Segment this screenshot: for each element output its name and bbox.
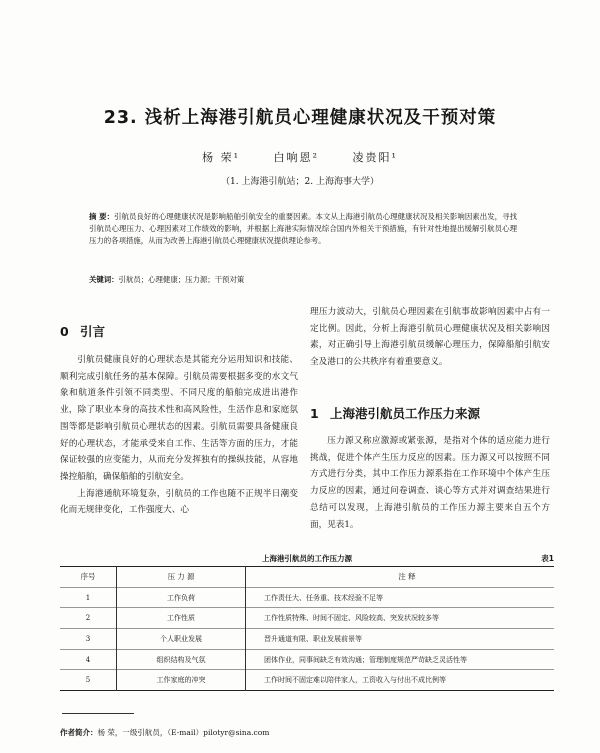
table-cell: 2 (60, 608, 117, 629)
left-column (60, 352, 298, 519)
paragraph: 理压力波动大，引航员心理因素在引航事故影响因素中占有一定比例。因此，分析上海港引航员心理健康状况及相关影响因素，对正确引导上海港引航员缓解心理压力，保障船舶引航安全及港口的公共秩序有着重要意义。 (310, 307, 550, 368)
table-row (60, 629, 554, 650)
table-cell: 工作责任大、任务重、技术经验不足等 (246, 587, 555, 608)
section-0-heading (60, 322, 105, 340)
table-cell: 个人职业发展 (117, 629, 246, 650)
author-name: 白响恩² (273, 151, 319, 164)
stress-source-table (60, 566, 554, 691)
table-number: 表1 (541, 554, 554, 563)
abstract (89, 211, 517, 248)
affiliation: （1. 上海港引航站；2. 上海海事大学） (221, 177, 379, 187)
footnote-divider (62, 713, 134, 714)
table-header-row (60, 567, 554, 588)
table-cell: 4 (60, 649, 117, 670)
table-cell: 3 (60, 629, 117, 650)
footnote-text: 杨 荣，一级引航员，（E-mail）pilotyr@sina.com (97, 728, 270, 737)
section-title: 引言 (80, 324, 106, 339)
table-cell: 工作时间不固定难以陪伴家人，工资收入与付出不成比例等 (246, 670, 555, 691)
paragraph: 压力源又称应激源或紧张源，是指对个体的适应能力进行挑战，促进个体产生压力反应的因素。压力源又可以按照不同方式进行分类，其中工作压力源系指在工作环境中个体产生压力反应的因素，通过问卷调查、谈心等方式并对调查结果进行总结可以发现，上海港引航员的工作压力源主要来自五个方面，见表1。 (310, 436, 550, 530)
header-cell: 序号 (80, 572, 96, 582)
table-cell: 团体作业，同事间缺乏有效沟通；管理制度规范严苛缺乏灵活性等 (246, 649, 555, 670)
abstract-label: 摘 要： (89, 212, 115, 221)
abstract-text: 引航员良好的心理健康状况是影响船舶引航安全的重要因素。本文从上海港引航员心理健康状况及相关影响因素出发，寻找引航员心理压力、心理因素对工作绩效的影响，并根据上海港实际情况综合国内外相关干预措施，有针对性地提出缓解引航员心理压力的各项措施，从而为改善上海港引航员心理健康状况提供理论参考。 (89, 212, 517, 246)
table-row (60, 670, 554, 691)
section-title: 上海港引航员工作压力来源 (330, 406, 481, 421)
paper-title: 23. 浅析上海港引航员心理健康状况及干预对策 (103, 108, 497, 128)
paragraph: 引航员健康良好的心理状态是其能充分运用知识和技能、顺利完成引航任务的基本保障。引航员需要根据多变的水文气象和航道条件引领不同类型、不同尺度的船舶完成进出港作业，除了职业本身的高技术性和高风险性，生活作息和家庭氛围等都是影响引航员心理状态的因素。引航员需要具备健康良好的心理状态，才能承受来自工作、生活等方面的压力，才能保证较强的应变能力，从而充分发挥独有的操纵技能，从容地操控船舶，确保船舶的引航安全。 (60, 355, 298, 482)
author-name: 杨 荣¹ (202, 151, 241, 164)
right-column-body (310, 433, 550, 533)
table-row (60, 608, 554, 629)
table-caption (60, 553, 554, 567)
table-title: 上海港引航员的工作压力源 (262, 554, 352, 563)
right-column-top (310, 304, 550, 371)
table-cell: 晋升通道有限、职业发展前景等 (246, 629, 555, 650)
keywords-text: 引航员；心理健康；压力源；干预对策 (118, 275, 245, 284)
table-cell: 工作性质 (117, 608, 246, 629)
table-cell: 工作性质特殊、时间不固定、风险较高、突发状况较多等 (246, 608, 555, 629)
table-cell: 1 (60, 587, 117, 608)
table-row (60, 587, 554, 608)
footnote (60, 727, 269, 738)
table-cell: 5 (60, 670, 117, 691)
section-1-heading (310, 404, 480, 422)
header-cell: 压 力 源 (117, 567, 246, 588)
author-name: 凌贵阳¹ (352, 151, 398, 164)
table-cell: 工作家庭的冲突 (117, 670, 246, 691)
table-row (60, 649, 554, 670)
header-cell: 注 释 (246, 567, 555, 588)
keywords-label: 关键词： (89, 275, 119, 284)
section-number: 1 (310, 406, 319, 421)
author-list (0, 149, 600, 165)
paragraph: 上海港通航环境复杂，引航员的工作也随不正规半日潮变化而无规律变化，工作强度大、心 (60, 488, 298, 516)
section-number: 0 (60, 324, 69, 339)
keywords (89, 274, 517, 286)
footnote-label: 作者简介： (60, 728, 98, 737)
table-cell: 组织结构及气氛 (117, 649, 246, 670)
table-cell: 工作负荷 (117, 587, 246, 608)
